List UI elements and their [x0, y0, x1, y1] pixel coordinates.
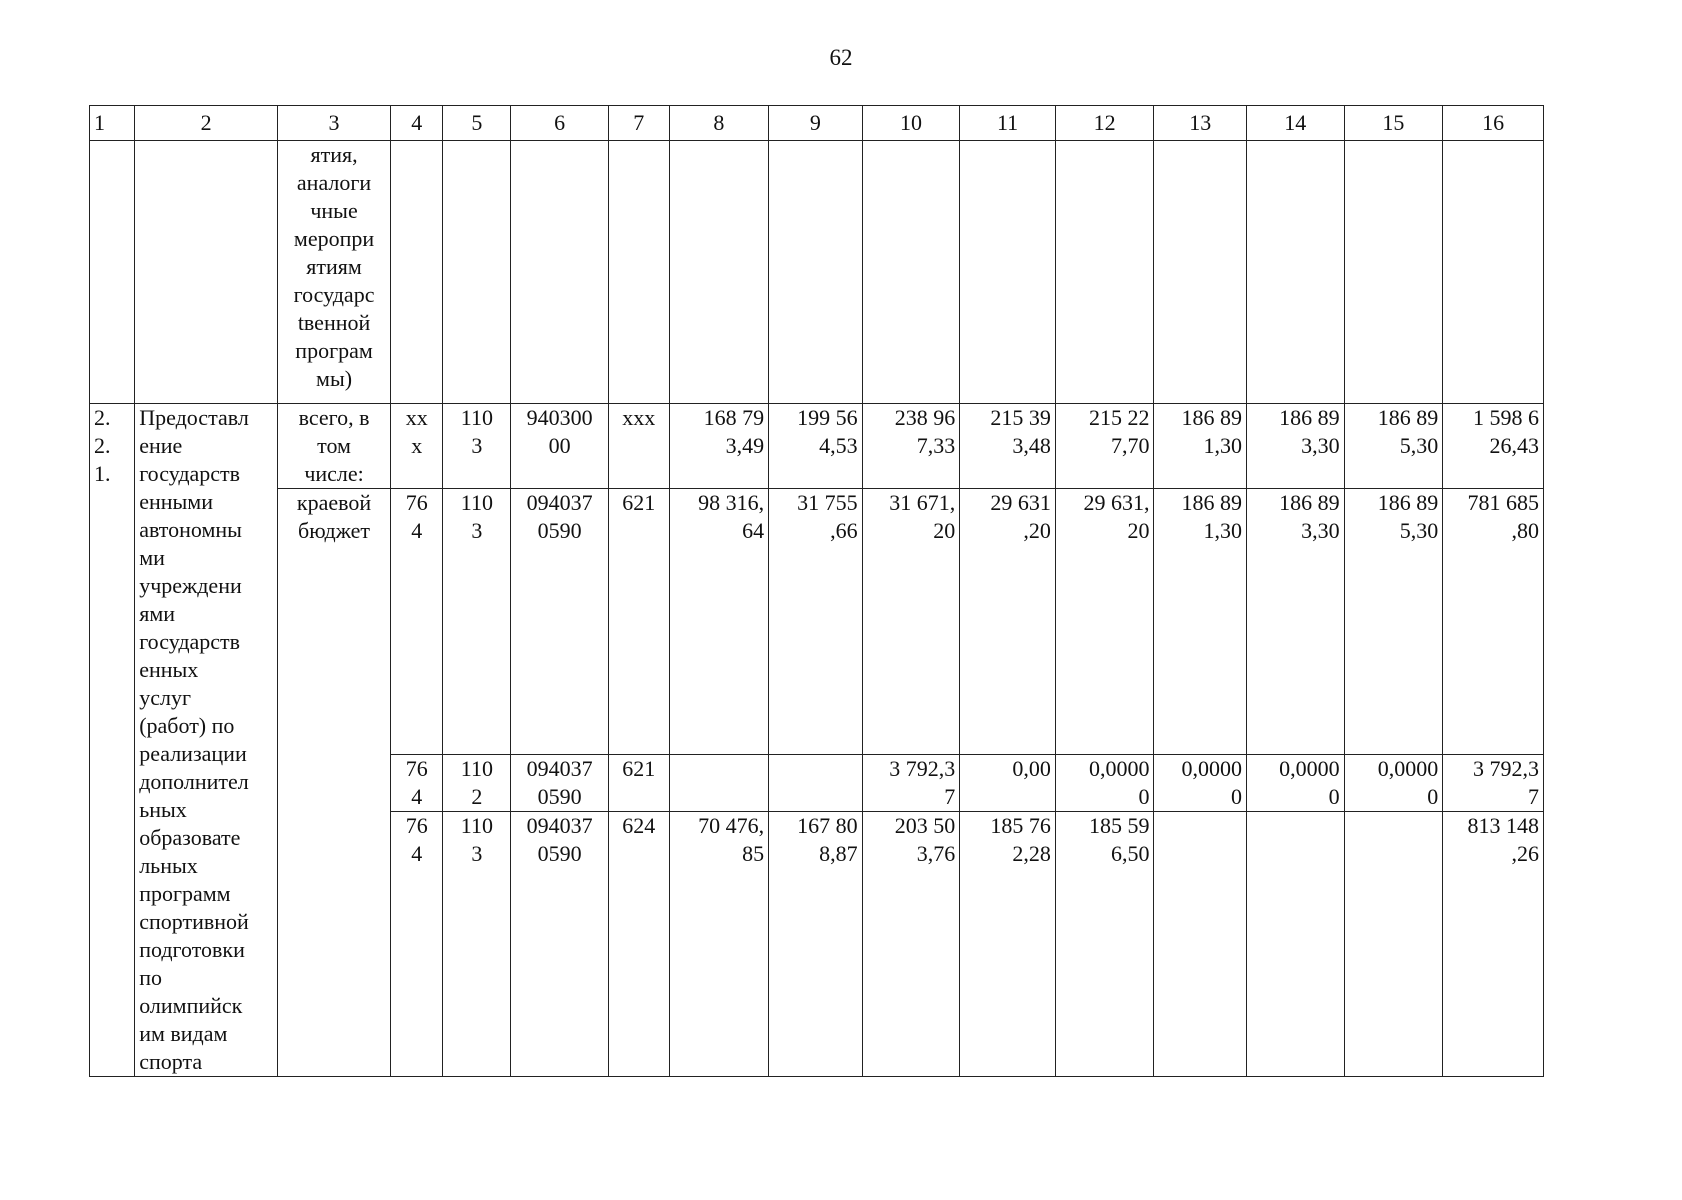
header-cell: 11 — [960, 106, 1056, 141]
amount-cell: 70 476, 85 — [669, 811, 769, 1077]
table-cell: ххх — [608, 404, 669, 489]
budget-table — [89, 105, 1544, 1077]
table-cell — [769, 141, 863, 404]
amount-cell: 31 755 ,66 — [769, 489, 863, 755]
header-cell: 1 — [90, 106, 135, 141]
table-cell — [1055, 141, 1154, 404]
table-cell: 110 3 — [443, 404, 511, 489]
amount-cell: 0,0000 0 — [1055, 754, 1154, 811]
header-cell: 15 — [1344, 106, 1443, 141]
header-cell: 12 — [1055, 106, 1154, 141]
header-cell: 5 — [443, 106, 511, 141]
table-cell — [90, 141, 135, 404]
amount-cell: 0,00 — [960, 754, 1056, 811]
amount-cell: 185 59 6,50 — [1055, 811, 1154, 1077]
amount-cell: 3 792,3 7 — [1443, 754, 1544, 811]
amount-cell — [769, 754, 863, 811]
header-cell: 13 — [1154, 106, 1246, 141]
header-cell: 9 — [769, 106, 863, 141]
table-cell: 094037 0590 — [511, 754, 609, 811]
amount-cell: 0,0000 0 — [1344, 754, 1443, 811]
amount-cell: 186 89 5,30 — [1344, 404, 1443, 489]
table-cell — [511, 141, 609, 404]
table-cell: 76 4 — [391, 754, 443, 811]
table-cell — [608, 141, 669, 404]
table-cell — [1344, 141, 1443, 404]
header-cell: 3 — [278, 106, 391, 141]
amount-cell: 0,0000 0 — [1246, 754, 1344, 811]
table-cell: 621 — [608, 489, 669, 755]
continuation-row — [90, 141, 1544, 404]
purpose-continuation: ятия, аналоги чные меропри ятиям государс tвенной програм мы) — [278, 141, 391, 404]
header-row — [90, 106, 1544, 141]
header-cell: 14 — [1246, 106, 1344, 141]
amount-cell — [1344, 811, 1443, 1077]
header-cell: 7 — [608, 106, 669, 141]
amount-cell: 238 96 7,33 — [862, 404, 960, 489]
table-cell: 110 2 — [443, 754, 511, 811]
header-cell: 6 — [511, 106, 609, 141]
amount-cell: 1 598 6 26,43 — [1443, 404, 1544, 489]
amount-cell — [1154, 811, 1246, 1077]
amount-cell: 29 631, 20 — [1055, 489, 1154, 755]
amount-cell: 3 792,3 7 — [862, 754, 960, 811]
amount-cell: 781 685 ,80 — [1443, 489, 1544, 755]
amount-cell: 98 316, 64 — [669, 489, 769, 755]
item-name: Предоставл ение государств енными автономны ми учреждени ями государств енных услуг (работ) по реализации дополнител ьных образовате льных программ спортивной подготовки по олимпийск им видам спорта — [135, 404, 278, 1077]
table-cell: 76 4 — [391, 811, 443, 1077]
page-number: 62 — [829, 45, 853, 70]
amount-cell — [669, 754, 769, 811]
table-cell — [443, 141, 511, 404]
amount-cell: 186 89 1,30 — [1154, 489, 1246, 755]
amount-cell: 215 22 7,70 — [1055, 404, 1154, 489]
table-cell: 76 4 — [391, 489, 443, 755]
amount-cell: 199 56 4,53 — [769, 404, 863, 489]
table-row — [90, 489, 1544, 755]
amount-cell: 29 631 ,20 — [960, 489, 1056, 755]
header-cell: 8 — [669, 106, 769, 141]
table-cell — [1443, 141, 1544, 404]
table-cell — [391, 141, 443, 404]
amount-cell: 167 80 8,87 — [769, 811, 863, 1077]
amount-cell: 186 89 1,30 — [1154, 404, 1246, 489]
table-cell: хх х — [391, 404, 443, 489]
table-cell: 110 3 — [443, 489, 511, 755]
amount-cell: 31 671, 20 — [862, 489, 960, 755]
table-row-total — [90, 404, 1544, 489]
amount-cell: 168 79 3,49 — [669, 404, 769, 489]
amount-cell: 203 50 3,76 — [862, 811, 960, 1077]
table-cell — [135, 141, 278, 404]
table-cell: 624 — [608, 811, 669, 1077]
table-cell — [669, 141, 769, 404]
item-number: 2. 2. 1. — [90, 404, 135, 1077]
amount-cell: 185 76 2,28 — [960, 811, 1056, 1077]
table-cell: 940300 00 — [511, 404, 609, 489]
table-cell: 094037 0590 — [511, 489, 609, 755]
table-cell: 094037 0590 — [511, 811, 609, 1077]
amount-cell: 186 89 3,30 — [1246, 489, 1344, 755]
table-cell — [1246, 141, 1344, 404]
amount-cell: 186 89 3,30 — [1246, 404, 1344, 489]
header-cell: 2 — [135, 106, 278, 141]
amount-cell — [1246, 811, 1344, 1077]
header-cell: 16 — [1443, 106, 1544, 141]
table-cell: 110 3 — [443, 811, 511, 1077]
amount-cell: 813 148 ,26 — [1443, 811, 1544, 1077]
funding-source: всего, в том числе: — [278, 404, 391, 489]
funding-source: краевой бюджет — [278, 489, 391, 1077]
table-cell — [862, 141, 960, 404]
table-cell — [1154, 141, 1246, 404]
header-cell: 10 — [862, 106, 960, 141]
table-cell — [960, 141, 1056, 404]
amount-cell: 0,0000 0 — [1154, 754, 1246, 811]
table-cell: 621 — [608, 754, 669, 811]
header-cell: 4 — [391, 106, 443, 141]
amount-cell: 215 39 3,48 — [960, 404, 1056, 489]
amount-cell: 186 89 5,30 — [1344, 489, 1443, 755]
